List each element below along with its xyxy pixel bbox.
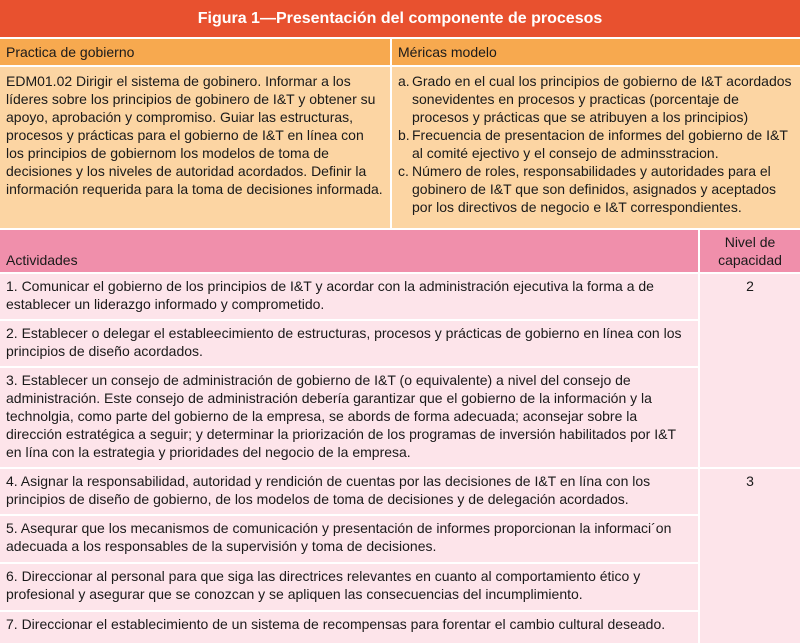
metrics-header: Méricas modelo [392, 39, 800, 65]
capability-level-cell: 3 [700, 469, 800, 643]
activities-header-label: Actividades [6, 252, 78, 268]
capability-level-header: Nivel de capacidad [700, 230, 800, 272]
metric-text: Grado en el cual los principios de gobierno de I&T acordados sonevidentes en procesos y practicas (porcentaje de procesos y prácticas que se atribuyen a los principios) [412, 73, 792, 125]
activity-row: 3. Establecer un consejo de administración de gobierno de I&T (o equivalente) a nivel del consejo de administración. Este consejo de administración debería garantizar que el gobierno de la información y la technolgia, como parte del gobierno de la empresa, se abords de forma adecuada; aconsejar sobre la dirección estratégica a seguir; y determinar la priorización de los programas de inversión habilitados por I&T en lína con la estrategia y prioridades del negocio de la empresa. [0, 368, 698, 467]
activity-row: 1. Comunicar el gobierno de los principios de I&T y acordar con la administración ejecutiva la forma a de establecer un liderazgo informado y comprometido. [0, 274, 698, 319]
figure-title: Figura 1—Presentación del componente de procesos [0, 0, 800, 37]
metrics-list [392, 67, 800, 228]
metric-marker: c. [398, 163, 409, 179]
activities-header [0, 230, 698, 272]
practice-header: Practica de gobierno [0, 39, 390, 65]
metric-item [398, 72, 794, 126]
metric-item [398, 162, 794, 216]
metric-item [398, 126, 794, 162]
activity-row: 5. Asequrar que los mecanismos de comunicación y presentación de informes proporcionan la informaci´on adecuada a los responsables de la supervisión y toma de decisiones. [0, 516, 698, 562]
metric-marker: a. [398, 73, 410, 89]
activity-row: 7. Direccionar el establecimiento de un sistema de recompensas para forentar el cambio cultural deseado. [0, 612, 698, 643]
practice-description: EDM01.02 Dirigir el sistema de gobinero. Informar a los líderes sobre los principios de gobinero de I&T y obtener su apoyo, aprobación y compromiso. Guiar las estructuras, procesos y prácticas para el gobierno de I&T en línea con los principios de gobiernom los modelos de toma de decisiones y los niveles de autoridad acordados. Definir la información requerida para la toma de decisiones informada. [0, 67, 390, 228]
activity-row: 2. Establecer o delegar el estableecimiento de estructuras, procesos y prácticas de gobierno en línea con los principios de diseño acordados. [0, 321, 698, 366]
metric-text: Número de roles, responsabilidades y autoridades para el gobinero de I&T que son definidos, asignados y aceptados por los directivos de negocio e I&T correspondientes. [412, 163, 776, 215]
metric-text: Frecuencia de presentacion de informes del gobierno de I&T al comité ejectivo y el consejo de adminsstracion. [412, 127, 788, 161]
metric-marker: b. [398, 127, 410, 143]
activity-row: 6. Direccionar al personal para que siga las directrices relevantes en cuanto al comportamiento ético y profesional y asegurar que se conozcan y se apliquen las consecuencias del incumplimiento. [0, 564, 698, 610]
capability-level-cell: 2 [700, 274, 800, 467]
activity-row: 4. Asignar la responsabilidad, autoridad y rendición de cuentas por las decisiones de I&T en lína con los principios de diseño de gobierno, de los modelos de toma de decisiones y de delegación acordados. [0, 469, 698, 514]
